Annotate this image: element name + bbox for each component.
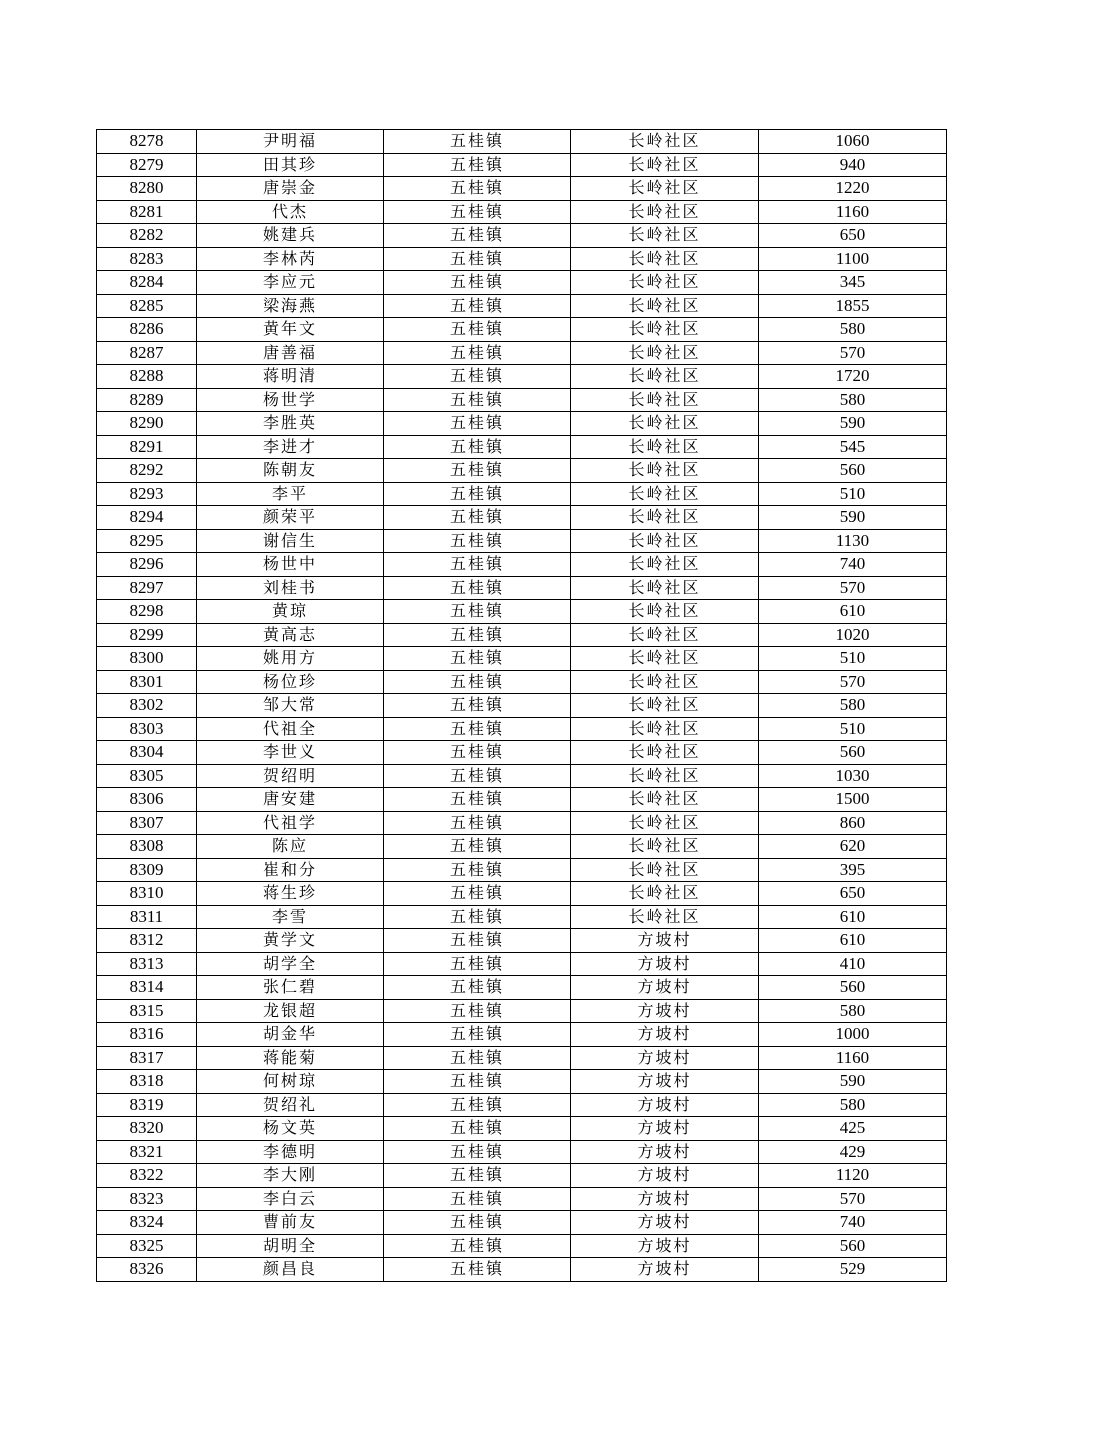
- row-number-cell: 8301: [97, 670, 197, 694]
- table-row: [97, 764, 947, 788]
- amount-cell: 529: [759, 1258, 947, 1282]
- row-number-cell: 8318: [97, 1070, 197, 1094]
- row-number-cell: 8282: [97, 224, 197, 248]
- row-number-cell: 8326: [97, 1258, 197, 1282]
- row-number-cell: 8305: [97, 764, 197, 788]
- name-cell: 杨位珍: [197, 670, 384, 694]
- row-number-cell: 8325: [97, 1234, 197, 1258]
- amount-cell: 1020: [759, 623, 947, 647]
- town-cell: 五桂镇: [384, 1046, 571, 1070]
- town-cell: 五桂镇: [384, 717, 571, 741]
- table-row: [97, 1187, 947, 1211]
- amount-cell: 560: [759, 976, 947, 1000]
- row-number-cell: 8297: [97, 576, 197, 600]
- village-cell: 长岭社区: [571, 623, 759, 647]
- name-cell: 李进才: [197, 435, 384, 459]
- town-cell: 五桂镇: [384, 952, 571, 976]
- town-cell: 五桂镇: [384, 1258, 571, 1282]
- name-cell: 谢信生: [197, 529, 384, 553]
- table-row: [97, 835, 947, 859]
- amount-cell: 610: [759, 905, 947, 929]
- name-cell: 陈朝友: [197, 459, 384, 483]
- row-number-cell: 8315: [97, 999, 197, 1023]
- row-number-cell: 8321: [97, 1140, 197, 1164]
- name-cell: 梁海燕: [197, 294, 384, 318]
- table-row: [97, 341, 947, 365]
- amount-cell: 570: [759, 341, 947, 365]
- town-cell: 五桂镇: [384, 224, 571, 248]
- amount-cell: 345: [759, 271, 947, 295]
- town-cell: 五桂镇: [384, 1164, 571, 1188]
- amount-cell: 570: [759, 1187, 947, 1211]
- town-cell: 五桂镇: [384, 858, 571, 882]
- village-cell: 长岭社区: [571, 905, 759, 929]
- village-cell: 长岭社区: [571, 670, 759, 694]
- row-number-cell: 8295: [97, 529, 197, 553]
- village-cell: 长岭社区: [571, 318, 759, 342]
- table-row: [97, 177, 947, 201]
- table-row: [97, 694, 947, 718]
- town-cell: 五桂镇: [384, 905, 571, 929]
- name-cell: 蒋明清: [197, 365, 384, 389]
- name-cell: 蒋生珍: [197, 882, 384, 906]
- table-row: [97, 811, 947, 835]
- amount-cell: 1500: [759, 788, 947, 812]
- name-cell: 尹明福: [197, 130, 384, 154]
- row-number-cell: 8278: [97, 130, 197, 154]
- village-cell: 方坡村: [571, 952, 759, 976]
- village-cell: 长岭社区: [571, 153, 759, 177]
- table-row: [97, 553, 947, 577]
- table-row: [97, 435, 947, 459]
- table-row: [97, 882, 947, 906]
- row-number-cell: 8281: [97, 200, 197, 224]
- village-cell: 长岭社区: [571, 482, 759, 506]
- row-number-cell: 8310: [97, 882, 197, 906]
- town-cell: 五桂镇: [384, 412, 571, 436]
- town-cell: 五桂镇: [384, 694, 571, 718]
- name-cell: 李林芮: [197, 247, 384, 271]
- town-cell: 五桂镇: [384, 999, 571, 1023]
- table-row: [97, 482, 947, 506]
- village-cell: 方坡村: [571, 976, 759, 1000]
- amount-cell: 580: [759, 1093, 947, 1117]
- name-cell: 李大刚: [197, 1164, 384, 1188]
- table-row: [97, 294, 947, 318]
- table-body: [97, 130, 947, 1282]
- table-row: [97, 247, 947, 271]
- village-cell: 长岭社区: [571, 600, 759, 624]
- name-cell: 杨世中: [197, 553, 384, 577]
- village-cell: 长岭社区: [571, 200, 759, 224]
- town-cell: 五桂镇: [384, 1140, 571, 1164]
- town-cell: 五桂镇: [384, 811, 571, 835]
- row-number-cell: 8291: [97, 435, 197, 459]
- town-cell: 五桂镇: [384, 623, 571, 647]
- amount-cell: 590: [759, 1070, 947, 1094]
- table-row: [97, 647, 947, 671]
- amount-cell: 1160: [759, 200, 947, 224]
- name-cell: 李白云: [197, 1187, 384, 1211]
- row-number-cell: 8311: [97, 905, 197, 929]
- row-number-cell: 8299: [97, 623, 197, 647]
- town-cell: 五桂镇: [384, 247, 571, 271]
- town-cell: 五桂镇: [384, 1023, 571, 1047]
- town-cell: 五桂镇: [384, 529, 571, 553]
- row-number-cell: 8319: [97, 1093, 197, 1117]
- village-cell: 方坡村: [571, 1258, 759, 1282]
- village-cell: 长岭社区: [571, 247, 759, 271]
- amount-cell: 1100: [759, 247, 947, 271]
- table-row: [97, 529, 947, 553]
- town-cell: 五桂镇: [384, 506, 571, 530]
- name-cell: 黄高志: [197, 623, 384, 647]
- amount-cell: 580: [759, 388, 947, 412]
- table-row: [97, 318, 947, 342]
- row-number-cell: 8303: [97, 717, 197, 741]
- table-row: [97, 1117, 947, 1141]
- row-number-cell: 8324: [97, 1211, 197, 1235]
- amount-cell: 590: [759, 506, 947, 530]
- name-cell: 蒋能菊: [197, 1046, 384, 1070]
- village-cell: 长岭社区: [571, 365, 759, 389]
- village-cell: 长岭社区: [571, 647, 759, 671]
- village-cell: 方坡村: [571, 1046, 759, 1070]
- village-cell: 方坡村: [571, 1211, 759, 1235]
- table-row: [97, 952, 947, 976]
- village-cell: 长岭社区: [571, 294, 759, 318]
- town-cell: 五桂镇: [384, 200, 571, 224]
- amount-cell: 560: [759, 1234, 947, 1258]
- village-cell: 方坡村: [571, 1234, 759, 1258]
- town-cell: 五桂镇: [384, 553, 571, 577]
- table-row: [97, 623, 947, 647]
- row-number-cell: 8322: [97, 1164, 197, 1188]
- village-cell: 长岭社区: [571, 811, 759, 835]
- name-cell: 龙银超: [197, 999, 384, 1023]
- name-cell: 崔和分: [197, 858, 384, 882]
- amount-cell: 940: [759, 153, 947, 177]
- amount-cell: 610: [759, 600, 947, 624]
- amount-cell: 580: [759, 318, 947, 342]
- amount-cell: 650: [759, 224, 947, 248]
- table-row: [97, 153, 947, 177]
- town-cell: 五桂镇: [384, 177, 571, 201]
- name-cell: 张仁碧: [197, 976, 384, 1000]
- table-row: [97, 929, 947, 953]
- row-number-cell: 8317: [97, 1046, 197, 1070]
- village-cell: 长岭社区: [571, 858, 759, 882]
- table-row: [97, 459, 947, 483]
- village-cell: 长岭社区: [571, 224, 759, 248]
- name-cell: 陈应: [197, 835, 384, 859]
- row-number-cell: 8293: [97, 482, 197, 506]
- amount-cell: 580: [759, 694, 947, 718]
- amount-cell: 1220: [759, 177, 947, 201]
- row-number-cell: 8288: [97, 365, 197, 389]
- table-row: [97, 271, 947, 295]
- town-cell: 五桂镇: [384, 976, 571, 1000]
- amount-cell: 545: [759, 435, 947, 459]
- row-number-cell: 8308: [97, 835, 197, 859]
- town-cell: 五桂镇: [384, 294, 571, 318]
- amount-cell: 740: [759, 553, 947, 577]
- table-row: [97, 999, 947, 1023]
- village-cell: 方坡村: [571, 999, 759, 1023]
- row-number-cell: 8302: [97, 694, 197, 718]
- name-cell: 颜昌良: [197, 1258, 384, 1282]
- name-cell: 代祖全: [197, 717, 384, 741]
- row-number-cell: 8289: [97, 388, 197, 412]
- village-cell: 长岭社区: [571, 388, 759, 412]
- village-cell: 长岭社区: [571, 553, 759, 577]
- table-row: [97, 1164, 947, 1188]
- village-cell: 长岭社区: [571, 341, 759, 365]
- row-number-cell: 8320: [97, 1117, 197, 1141]
- village-cell: 方坡村: [571, 1140, 759, 1164]
- name-cell: 邹大常: [197, 694, 384, 718]
- amount-cell: 620: [759, 835, 947, 859]
- village-cell: 长岭社区: [571, 835, 759, 859]
- village-cell: 方坡村: [571, 1093, 759, 1117]
- table-row: [97, 224, 947, 248]
- table-row: [97, 576, 947, 600]
- name-cell: 贺绍明: [197, 764, 384, 788]
- row-number-cell: 8290: [97, 412, 197, 436]
- name-cell: 颜荣平: [197, 506, 384, 530]
- row-number-cell: 8280: [97, 177, 197, 201]
- table-row: [97, 200, 947, 224]
- name-cell: 李胜英: [197, 412, 384, 436]
- village-cell: 长岭社区: [571, 576, 759, 600]
- row-number-cell: 8300: [97, 647, 197, 671]
- table-row: [97, 858, 947, 882]
- amount-cell: 1060: [759, 130, 947, 154]
- name-cell: 曹前友: [197, 1211, 384, 1235]
- name-cell: 唐崇金: [197, 177, 384, 201]
- village-cell: 长岭社区: [571, 717, 759, 741]
- name-cell: 李平: [197, 482, 384, 506]
- amount-cell: 570: [759, 670, 947, 694]
- town-cell: 五桂镇: [384, 318, 571, 342]
- village-cell: 方坡村: [571, 1023, 759, 1047]
- town-cell: 五桂镇: [384, 153, 571, 177]
- name-cell: 代祖学: [197, 811, 384, 835]
- name-cell: 唐善福: [197, 341, 384, 365]
- amount-cell: 740: [759, 1211, 947, 1235]
- amount-cell: 429: [759, 1140, 947, 1164]
- name-cell: 胡金华: [197, 1023, 384, 1047]
- amount-cell: 650: [759, 882, 947, 906]
- name-cell: 黄年文: [197, 318, 384, 342]
- town-cell: 五桂镇: [384, 929, 571, 953]
- village-cell: 长岭社区: [571, 741, 759, 765]
- village-cell: 长岭社区: [571, 459, 759, 483]
- amount-cell: 510: [759, 717, 947, 741]
- name-cell: 田其珍: [197, 153, 384, 177]
- town-cell: 五桂镇: [384, 882, 571, 906]
- village-cell: 长岭社区: [571, 882, 759, 906]
- village-cell: 方坡村: [571, 1164, 759, 1188]
- amount-cell: 570: [759, 576, 947, 600]
- row-number-cell: 8314: [97, 976, 197, 1000]
- town-cell: 五桂镇: [384, 670, 571, 694]
- table-row: [97, 976, 947, 1000]
- table-row: [97, 905, 947, 929]
- name-cell: 何树琼: [197, 1070, 384, 1094]
- village-cell: 长岭社区: [571, 764, 759, 788]
- amount-cell: 1120: [759, 1164, 947, 1188]
- town-cell: 五桂镇: [384, 1093, 571, 1117]
- amount-cell: 1030: [759, 764, 947, 788]
- name-cell: 杨文英: [197, 1117, 384, 1141]
- name-cell: 李世义: [197, 741, 384, 765]
- town-cell: 五桂镇: [384, 1070, 571, 1094]
- row-number-cell: 8279: [97, 153, 197, 177]
- town-cell: 五桂镇: [384, 1117, 571, 1141]
- town-cell: 五桂镇: [384, 576, 571, 600]
- town-cell: 五桂镇: [384, 741, 571, 765]
- name-cell: 姚用方: [197, 647, 384, 671]
- town-cell: 五桂镇: [384, 341, 571, 365]
- village-cell: 长岭社区: [571, 435, 759, 459]
- amount-cell: 580: [759, 999, 947, 1023]
- town-cell: 五桂镇: [384, 788, 571, 812]
- table-row: [97, 788, 947, 812]
- name-cell: 代杰: [197, 200, 384, 224]
- table-row: [97, 130, 947, 154]
- name-cell: 唐安建: [197, 788, 384, 812]
- row-number-cell: 8307: [97, 811, 197, 835]
- row-number-cell: 8298: [97, 600, 197, 624]
- amount-cell: 860: [759, 811, 947, 835]
- amount-cell: 425: [759, 1117, 947, 1141]
- amount-cell: 410: [759, 952, 947, 976]
- table-row: [97, 600, 947, 624]
- town-cell: 五桂镇: [384, 600, 571, 624]
- town-cell: 五桂镇: [384, 764, 571, 788]
- row-number-cell: 8296: [97, 553, 197, 577]
- village-cell: 方坡村: [571, 1187, 759, 1211]
- row-number-cell: 8304: [97, 741, 197, 765]
- name-cell: 黄琼: [197, 600, 384, 624]
- village-cell: 方坡村: [571, 1070, 759, 1094]
- village-cell: 长岭社区: [571, 271, 759, 295]
- row-number-cell: 8323: [97, 1187, 197, 1211]
- village-cell: 长岭社区: [571, 529, 759, 553]
- row-number-cell: 8313: [97, 952, 197, 976]
- town-cell: 五桂镇: [384, 647, 571, 671]
- amount-cell: 395: [759, 858, 947, 882]
- table-row: [97, 388, 947, 412]
- amount-cell: 610: [759, 929, 947, 953]
- amount-cell: 1000: [759, 1023, 947, 1047]
- village-cell: 长岭社区: [571, 694, 759, 718]
- table-row: [97, 1046, 947, 1070]
- row-number-cell: 8285: [97, 294, 197, 318]
- town-cell: 五桂镇: [384, 435, 571, 459]
- name-cell: 李雪: [197, 905, 384, 929]
- table-row: [97, 1140, 947, 1164]
- town-cell: 五桂镇: [384, 459, 571, 483]
- town-cell: 五桂镇: [384, 1234, 571, 1258]
- row-number-cell: 8312: [97, 929, 197, 953]
- table-row: [97, 670, 947, 694]
- name-cell: 李德明: [197, 1140, 384, 1164]
- amount-cell: 590: [759, 412, 947, 436]
- table-row: [97, 1070, 947, 1094]
- name-cell: 贺绍礼: [197, 1093, 384, 1117]
- town-cell: 五桂镇: [384, 1211, 571, 1235]
- table-row: [97, 1093, 947, 1117]
- name-cell: 杨世学: [197, 388, 384, 412]
- table-row: [97, 1234, 947, 1258]
- table-row: [97, 741, 947, 765]
- name-cell: 胡明全: [197, 1234, 384, 1258]
- table-row: [97, 412, 947, 436]
- town-cell: 五桂镇: [384, 365, 571, 389]
- name-cell: 黄学文: [197, 929, 384, 953]
- row-number-cell: 8283: [97, 247, 197, 271]
- village-cell: 长岭社区: [571, 412, 759, 436]
- amount-cell: 1160: [759, 1046, 947, 1070]
- row-number-cell: 8286: [97, 318, 197, 342]
- amount-cell: 510: [759, 647, 947, 671]
- table-row: [97, 717, 947, 741]
- village-cell: 长岭社区: [571, 130, 759, 154]
- name-cell: 李应元: [197, 271, 384, 295]
- row-number-cell: 8294: [97, 506, 197, 530]
- data-table: [96, 129, 947, 1282]
- amount-cell: 510: [759, 482, 947, 506]
- row-number-cell: 8287: [97, 341, 197, 365]
- town-cell: 五桂镇: [384, 271, 571, 295]
- amount-cell: 560: [759, 459, 947, 483]
- row-number-cell: 8292: [97, 459, 197, 483]
- table-row: [97, 365, 947, 389]
- village-cell: 方坡村: [571, 929, 759, 953]
- row-number-cell: 8309: [97, 858, 197, 882]
- village-cell: 长岭社区: [571, 506, 759, 530]
- name-cell: 姚建兵: [197, 224, 384, 248]
- town-cell: 五桂镇: [384, 835, 571, 859]
- town-cell: 五桂镇: [384, 482, 571, 506]
- village-cell: 长岭社区: [571, 788, 759, 812]
- row-number-cell: 8284: [97, 271, 197, 295]
- name-cell: 胡学全: [197, 952, 384, 976]
- amount-cell: 1855: [759, 294, 947, 318]
- amount-cell: 560: [759, 741, 947, 765]
- town-cell: 五桂镇: [384, 130, 571, 154]
- row-number-cell: 8306: [97, 788, 197, 812]
- amount-cell: 1130: [759, 529, 947, 553]
- row-number-cell: 8316: [97, 1023, 197, 1047]
- table-row: [97, 1258, 947, 1282]
- town-cell: 五桂镇: [384, 388, 571, 412]
- amount-cell: 1720: [759, 365, 947, 389]
- town-cell: 五桂镇: [384, 1187, 571, 1211]
- village-cell: 长岭社区: [571, 177, 759, 201]
- table-row: [97, 506, 947, 530]
- table-row: [97, 1211, 947, 1235]
- name-cell: 刘桂书: [197, 576, 384, 600]
- village-cell: 方坡村: [571, 1117, 759, 1141]
- table-row: [97, 1023, 947, 1047]
